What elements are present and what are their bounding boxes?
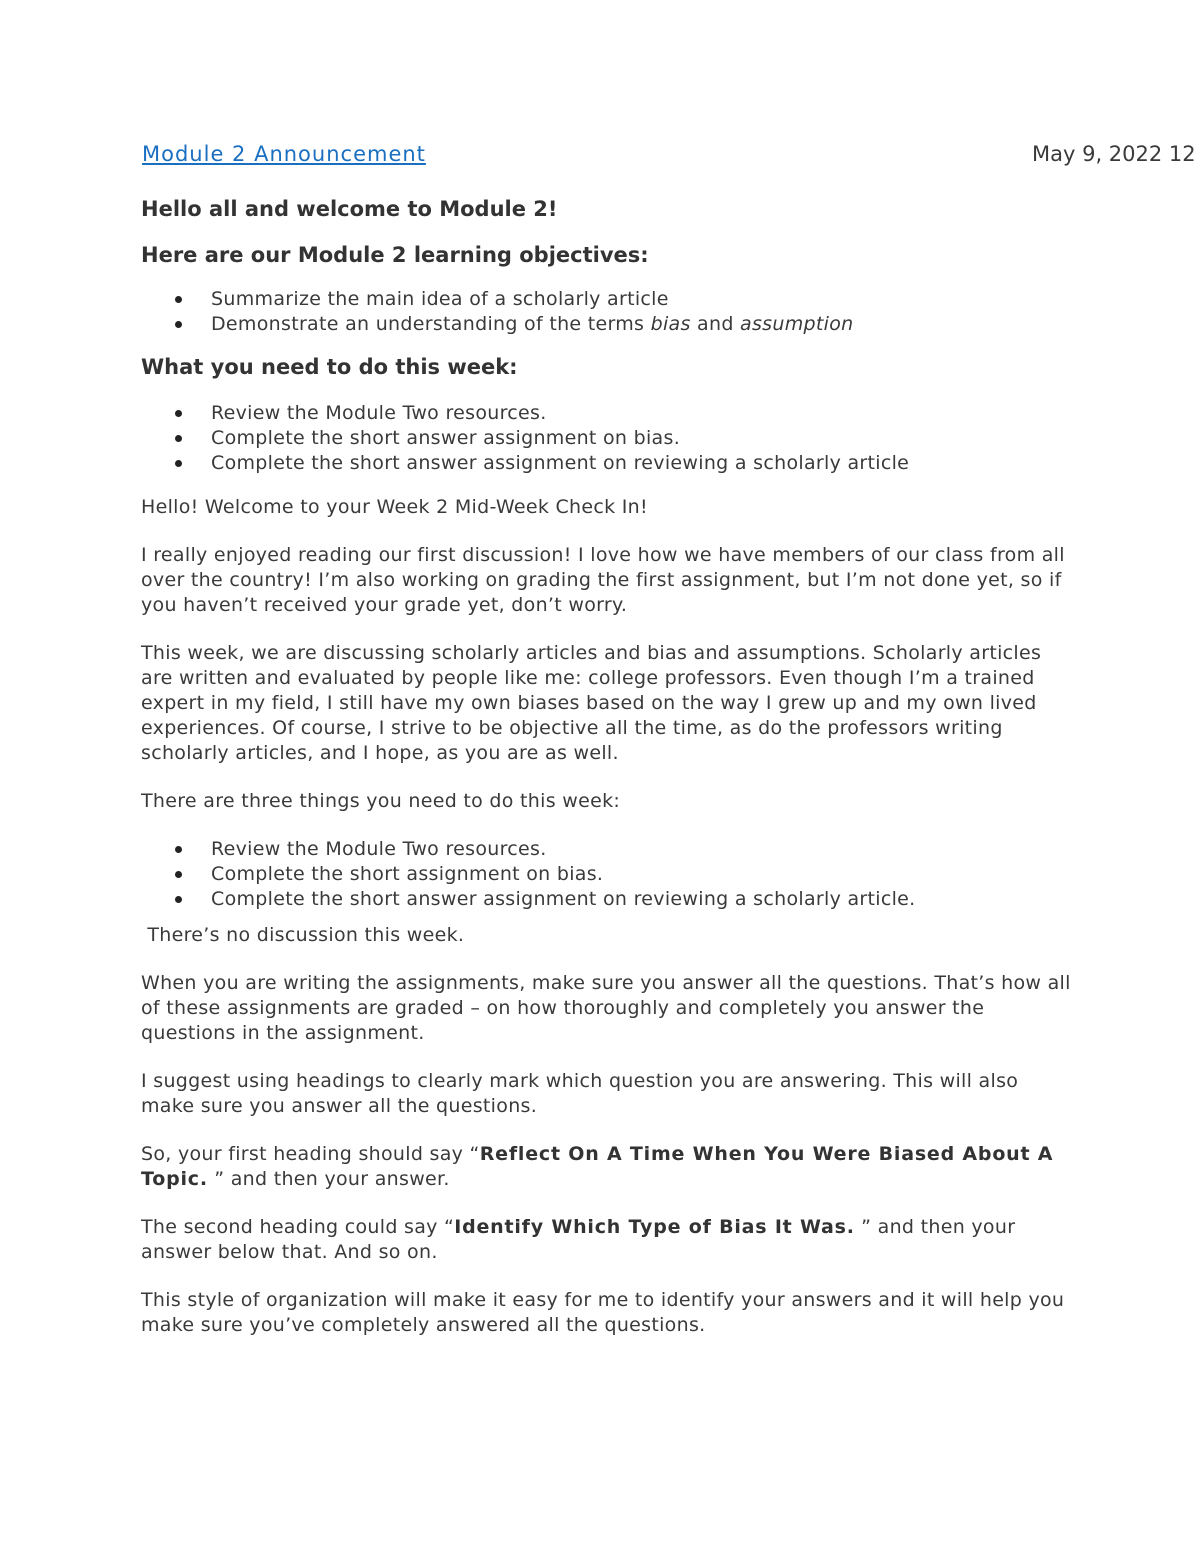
bullet-icon: [175, 846, 182, 853]
bullet-icon: [175, 321, 182, 328]
paragraph-text: ” and then your answer.: [207, 1168, 450, 1190]
list-item: [141, 287, 1071, 312]
hello-paragraph: Hello! Welcome to your Week 2 Mid-Week Check In!: [141, 496, 648, 518]
first-heading-example: Reflect On A Time When You Were Biased About A Topic.: [141, 1143, 1054, 1190]
todo-heading: What you need to do this week:: [141, 355, 518, 379]
list-item-text: Review the Module Two resources.: [211, 838, 547, 860]
paragraph-text: So, your first heading should say “: [141, 1143, 480, 1165]
paragraph-text: ” and then your answer below that. And so on.: [141, 1216, 1016, 1263]
announcement-header: [142, 142, 1200, 172]
list-item: [141, 451, 1071, 476]
list-item-text: and: [690, 313, 741, 335]
bullet-icon: [175, 435, 182, 442]
objectives-heading: Here are our Module 2 learning objectives:: [141, 243, 649, 267]
list-item-text: Complete the short assignment on bias.: [211, 863, 604, 885]
list-item: [141, 401, 1071, 426]
three-things-list: [141, 837, 1071, 912]
announcement-title-link[interactable]: Module 2 Announcement: [142, 142, 426, 166]
writing-paragraph: When you are writing the assignments, make sure you answer all the questions. That’s how all of these assignments are graded – on how thoroughly and completely you answer the questions in the assignment.: [141, 972, 1071, 1044]
first-heading-paragraph: [141, 1142, 1071, 1192]
list-item: [141, 837, 1071, 862]
announcement-body: [141, 197, 1071, 1338]
bullet-icon: [175, 871, 182, 878]
list-item: [141, 887, 1071, 912]
enjoyed-paragraph: I really enjoyed reading our first discussion! I love how we have members of our class from all over the country! I’m also working on grading the first assignment, but I’m not done yet, so if you haven’t received your grade yet, don’t worry.: [141, 544, 1065, 616]
list-item-text: Complete the short answer assignment on reviewing a scholarly article.: [211, 888, 916, 910]
bullet-icon: [175, 410, 182, 417]
three-things-paragraph: There are three things you need to do this week:: [141, 790, 621, 812]
list-item-text: Review the Module Two resources.: [211, 402, 547, 424]
objectives-list: [141, 287, 1071, 337]
bullet-icon: [175, 896, 182, 903]
second-heading-paragraph: [141, 1215, 1071, 1265]
bullet-icon: [175, 460, 182, 467]
list-item-text: Demonstrate an understanding of the terms: [211, 313, 651, 335]
list-item-text: Summarize the main idea of a scholarly article: [211, 288, 669, 310]
headings-paragraph: I suggest using headings to clearly mark which question you are answering. This will also make sure you answer all the questions.: [141, 1070, 1019, 1117]
term-bias: bias: [650, 313, 691, 335]
no-discussion-paragraph: There’s no discussion this week.: [141, 924, 465, 946]
list-item: [141, 426, 1071, 451]
style-paragraph: This style of organization will make it easy for me to identify your answers and it will help you make sure you’ve completely answered all the questions.: [141, 1289, 1065, 1336]
second-heading-example: Identify Which Type of Bias It Was.: [454, 1216, 855, 1238]
term-assumption: assumption: [740, 313, 854, 335]
list-item: [141, 862, 1071, 887]
this-week-paragraph: This week, we are discussing scholarly articles and bias and assumptions. Scholarly articles are written and evaluated by people like me: college professors. Even though I’m a trained expert in my field, I still have my own biases based on the way I grew up and my own lived experiences. Of course, I strive to be objective all the time, as do the professors writing scholarly articles, and I hope, as you are as well.: [141, 642, 1042, 764]
list-item-text: Complete the short answer assignment on reviewing a scholarly article: [211, 452, 910, 474]
list-item-text: Complete the short answer assignment on bias.: [211, 427, 681, 449]
todo-list: [141, 401, 1071, 476]
announcement-date: May 9, 2022 12: [1032, 142, 1196, 166]
bullet-icon: [175, 296, 182, 303]
list-item: [141, 312, 1071, 337]
paragraph-text: The second heading could say “: [141, 1216, 455, 1238]
greeting-heading: Hello all and welcome to Module 2!: [141, 197, 558, 221]
